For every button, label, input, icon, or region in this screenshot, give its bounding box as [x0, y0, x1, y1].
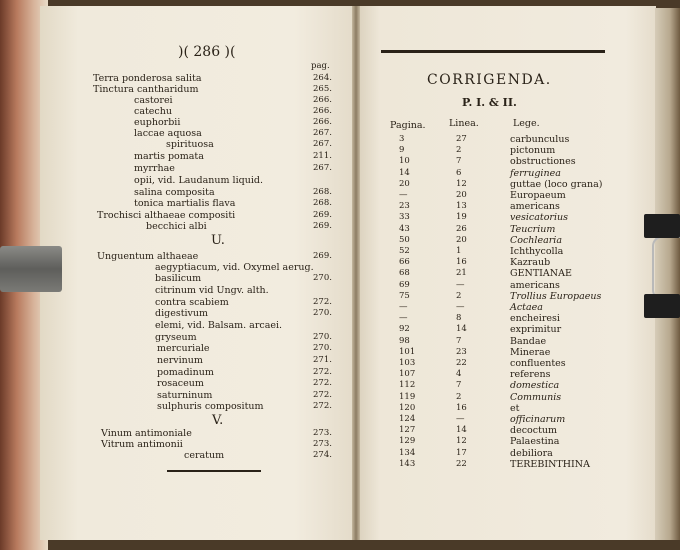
corrigenda-linea: —: [456, 414, 465, 424]
index-entry: laccae aquosa: [134, 128, 202, 139]
corrigenda-pagina: 10: [399, 156, 410, 167]
corrigenda-linea: 16: [456, 257, 467, 268]
corrigenda-lege: guttae (loco grana): [510, 178, 603, 190]
corrigenda-lege: confluentes: [510, 358, 566, 369]
corrigenda-pagina: 33: [399, 212, 410, 223]
corrigenda-lege: exprimitur: [510, 324, 562, 336]
corrigenda-linea: 20: [456, 234, 467, 245]
corrigenda-linea: 12: [456, 436, 467, 447]
index-entry: castorei: [134, 95, 173, 106]
corrigenda-pagina: 101: [399, 346, 416, 357]
corrigenda-linea: 23: [456, 346, 467, 357]
corrigenda-subtitle: P. I. & II.: [462, 96, 517, 109]
corrigenda-pagina: 107: [399, 369, 416, 380]
index-entry: euphorbii: [134, 117, 181, 128]
corrigenda-linea: 19: [456, 212, 467, 223]
page-clamp: [0, 246, 62, 292]
corrigenda-title: CORRIGENDA.: [427, 72, 552, 88]
corrigenda-lege: vesicatorius: [510, 212, 568, 224]
index-page: 266.: [313, 106, 332, 116]
index-entry: elemi, vid. Balsam. arcaei.: [155, 320, 283, 331]
index-page: 270.: [313, 308, 332, 318]
corrigenda-pagina: 119: [399, 391, 416, 402]
corrigenda-pagina: —: [399, 313, 408, 324]
index-page: 270.: [313, 273, 332, 283]
corrigenda-lege: Minerae: [510, 346, 551, 358]
corrigenda-pagina: 92: [399, 324, 410, 335]
index-entry: ceratum: [184, 450, 225, 461]
index-page: 267.: [313, 139, 332, 149]
column-header-lege: Lege.: [513, 118, 540, 129]
index-page: 265.: [313, 84, 332, 94]
index-entry: citrinum vid Ungv. alth.: [155, 285, 269, 296]
index-entry: aegyptiacum, vid. Oxymel aerug.: [155, 262, 314, 273]
corrigenda-pagina: 120: [399, 402, 416, 413]
corrigenda-linea: 1: [456, 246, 462, 256]
corrigenda-linea: —: [456, 279, 465, 290]
corrigenda-linea: 13: [456, 201, 467, 212]
corrigenda-linea: 2: [456, 145, 462, 156]
corrigenda-pagina: —: [399, 302, 408, 312]
index-entry: Vinum antimoniale: [101, 428, 192, 439]
index-page: 266.: [313, 117, 332, 127]
index-entry: Terra ponderosa salita: [93, 73, 202, 84]
corrigenda-lege: Kazraub: [510, 257, 551, 269]
book-gutter: [352, 6, 360, 540]
corrigenda-lege: Trollius Europaeus: [510, 290, 602, 302]
corrigenda-lege: Palaestina: [510, 436, 560, 448]
corrigenda-linea: 7: [456, 380, 462, 391]
column-header-linea: Linea.: [449, 118, 479, 129]
corrigenda-lege: americans: [510, 201, 560, 213]
corrigenda-linea: 7: [456, 156, 462, 167]
index-page: 269.: [313, 210, 332, 220]
corrigenda-linea: 14: [456, 425, 467, 436]
corrigenda-linea: 2: [456, 290, 462, 301]
index-entry: rosaceum: [157, 378, 204, 389]
corrigenda-pagina: 112: [399, 380, 416, 391]
section-heading-v: V.: [212, 413, 224, 428]
end-rule: [167, 470, 261, 472]
index-entry: opii, vid. Laudanum liquid.: [134, 175, 263, 186]
corrigenda-lege: GENTIANAE: [510, 268, 572, 280]
index-page: 211.: [313, 151, 332, 161]
index-page: 270.: [313, 343, 332, 353]
index-page: 273.: [313, 439, 332, 449]
index-entry: saturninum: [157, 390, 213, 401]
corrigenda-pagina: 129: [399, 436, 416, 447]
index-page: 272.: [313, 297, 332, 307]
binder-clip-top: [644, 214, 680, 238]
index-entry: tonica martialis flava: [134, 198, 236, 209]
index-entry: sulphuris compositum: [157, 401, 264, 412]
index-page: 272.: [313, 401, 332, 411]
corrigenda-pagina: 68: [399, 268, 410, 279]
binder-clip-wire: [652, 236, 680, 300]
corrigenda-linea: 12: [456, 178, 467, 189]
corrigenda-pagina: 103: [399, 358, 416, 368]
corrigenda-lege: Europaeum: [510, 190, 566, 201]
corrigenda-pagina: 127: [399, 425, 416, 436]
corrigenda-linea: —: [456, 302, 465, 312]
corrigenda-linea: 22: [456, 358, 467, 368]
index-page: 273.: [313, 428, 332, 438]
index-entry: becchici albi: [146, 221, 207, 232]
corrigenda-lege: pictonum: [510, 145, 556, 157]
corrigenda-lege: carbunculus: [510, 134, 570, 145]
binder-clip-bottom: [644, 294, 680, 318]
section-heading-u: U.: [211, 233, 225, 248]
index-page: 264.: [313, 73, 332, 83]
corrigenda-lege: Ichthycolla: [510, 246, 564, 257]
corrigenda-linea: 16: [456, 402, 467, 413]
index-page: 272.: [313, 367, 332, 377]
index-entry: pomadinum: [157, 367, 214, 378]
column-header-pagina: Pagina.: [390, 120, 426, 131]
corrigenda-linea: 17: [456, 447, 467, 458]
corrigenda-pagina: 50: [399, 234, 410, 245]
corrigenda-lege: Communis: [510, 391, 562, 403]
index-page: 266.: [313, 95, 332, 105]
corrigenda-linea: 14: [456, 324, 467, 335]
index-page: 272.: [313, 390, 332, 400]
index-entry: Trochisci althaeae compositi: [97, 210, 236, 221]
index-entry: salina composita: [134, 187, 215, 198]
corrigenda-linea: 21: [456, 268, 467, 279]
corrigenda-lege: officinarum: [510, 414, 566, 425]
index-page: 267.: [313, 128, 332, 138]
index-page: 271.: [313, 355, 332, 365]
corrigenda-pagina: 14: [399, 167, 410, 178]
index-page: 267.: [313, 163, 332, 173]
corrigenda-linea: 2: [456, 391, 462, 402]
corrigenda-pagina: 69: [399, 279, 410, 290]
corrigenda-pagina: 75: [399, 290, 410, 301]
index-page: 269.: [313, 221, 332, 231]
corrigenda-lege: ferruginea: [510, 167, 561, 179]
index-page: 270.: [313, 332, 332, 342]
index-entry: contra scabiem: [155, 297, 229, 308]
corrigenda-linea: 22: [456, 458, 467, 469]
index-page: 274.: [313, 450, 332, 460]
corrigenda-lege: TEREBINTHINA: [510, 458, 590, 470]
corrigenda-lege: americans: [510, 279, 560, 291]
corrigenda-pagina: 143: [399, 458, 416, 469]
corrigenda-linea: 6: [456, 167, 462, 178]
corrigenda-pagina: 3: [399, 134, 405, 144]
corrigenda-pagina: 134: [399, 447, 416, 458]
corrigenda-lege: Cochlearia: [510, 234, 562, 246]
corrigenda-pagina: 98: [399, 335, 410, 346]
corrigenda-pagina: 20: [399, 178, 410, 189]
index-entry: martis pomata: [134, 151, 204, 162]
corrigenda-linea: 26: [456, 223, 467, 234]
corrigenda-lege: referens: [510, 369, 551, 381]
corrigenda-pagina: 9: [399, 145, 405, 156]
index-entry: catechu: [134, 106, 172, 117]
corrigenda-linea: 7: [456, 335, 462, 346]
corrigenda-linea: 20: [456, 190, 467, 200]
pag-label: pag.: [311, 61, 330, 71]
index-entry: mercuriale: [157, 343, 210, 354]
corrigenda-linea: 27: [456, 134, 467, 144]
corrigenda-pagina: 43: [399, 223, 410, 234]
index-entry: basilicum: [155, 273, 202, 284]
index-entry: digestivum: [155, 308, 209, 319]
index-entry: Unguentum althaeae: [97, 251, 199, 262]
corrigenda-lege: et: [510, 402, 520, 414]
corrigenda-lege: obstructiones: [510, 156, 576, 168]
corrigenda-lege: decoctum: [510, 425, 558, 437]
corrigenda-lege: debiliora: [510, 447, 553, 459]
index-entry: gryseum: [155, 332, 197, 343]
page-number: )( 286 )(: [178, 44, 236, 60]
header-rule: [381, 50, 605, 53]
corrigenda-pagina: 23: [399, 201, 410, 212]
index-page: 272.: [313, 378, 332, 388]
corrigenda-lege: Bandae: [510, 335, 547, 347]
corrigenda-linea: 8: [456, 313, 462, 324]
index-entry: Vitrum antimonii: [101, 439, 183, 450]
index-page: 269.: [313, 251, 332, 261]
corrigenda-lege: Actaea: [510, 302, 543, 313]
corrigenda-lege: domestica: [510, 380, 560, 392]
corrigenda-pagina: —: [399, 190, 408, 200]
corrigenda-pagina: 124: [399, 414, 416, 424]
corrigenda-pagina: 66: [399, 257, 410, 268]
index-entry: myrrhae: [134, 163, 175, 174]
corrigenda-pagina: 52: [399, 246, 410, 256]
corrigenda-lege: encheiresi: [510, 313, 560, 325]
corrigenda-lege: Teucrium: [510, 223, 556, 235]
corrigenda-linea: 4: [456, 369, 462, 380]
index-page: 268.: [313, 187, 332, 197]
index-entry: spirituosa: [166, 139, 214, 150]
index-page: 268.: [313, 198, 332, 208]
index-entry: nervinum: [157, 355, 203, 366]
index-entry: Tinctura cantharidum: [93, 84, 199, 95]
